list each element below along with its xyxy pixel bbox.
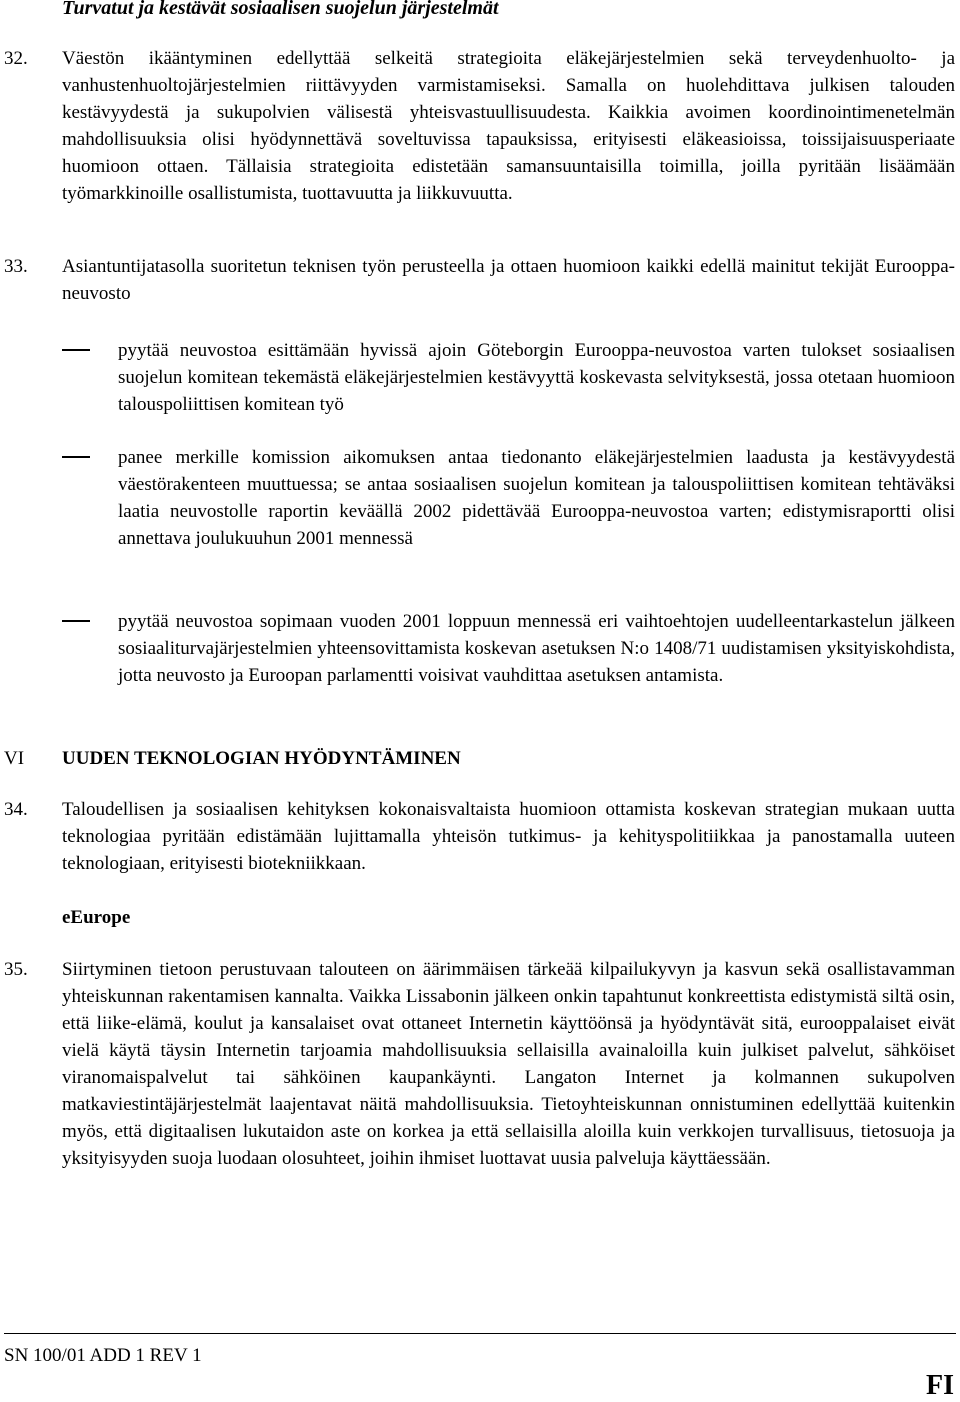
dash-bullet-icon	[62, 456, 90, 458]
section-heading-vi	[4, 745, 904, 772]
heading-title: UUDEN TEKNOLOGIAN HYÖDYNTÄMINEN	[62, 748, 461, 769]
paragraph-35	[4, 956, 955, 1172]
language-code: FI	[926, 1370, 954, 1401]
section-title: Turvatut ja kestävät sosiaalisen suojelun järjestelmät	[62, 0, 499, 19]
paragraph-number: 32.	[4, 48, 28, 69]
paragraph-text: Asiantuntijatasolla suoritetun teknisen työn perusteella ja ottaen huomioon kaikki edellä mainitut tekijät Eurooppa-neuvosto	[62, 256, 955, 304]
bullet-item	[62, 337, 955, 418]
paragraph-number: 34.	[4, 799, 28, 820]
bullet-text: pyytää neuvostoa esittämään hyvissä ajoin Göteborgin Eurooppa-neuvostoa varten tulokset sosiaalisen suojelun komitean tekemästä eläkejärjestelmien kestävyyttä koskevasta selvityksestä, jossa otetaan huomioon talouspoliittisen komitean työ	[118, 340, 955, 415]
dash-bullet-icon	[62, 620, 90, 622]
dash-bullet-icon	[62, 349, 90, 351]
paragraph-text: Siirtyminen tietoon perustuvaan talouteen on äärimmäisen tärkeää kilpailukyvyn ja kasvun sekä osallistavamman yhteiskunnan rakentamisen kannalta. Vaikka Lissabonin jälkeen onkin tapahtunut konkreettista edistymistä siltä osin, että liike-elämä, koulut ja kansalaiset ovat ottaneet Internetin käyttöönsä ja hyödyntävät sitä, eurooppalaiset eivät vielä käytä täysin Internetin tarjoamia mahdollisuuksia sellaisilla avainaloilla kuin julkiset palvelut, sähköiset viranomaispalvelut tai sähköinen kaupankäynti. Langaton Internet ja kolmannen sukupolven matkaviestintäjärjestelmät laajentavat näitä mahdollisuuksia. Tietoyhteiskunnan onnistuminen edellyttää kuitenkin myös, että digitaalisen lukutaidon aste on korkea ja että sellaisilla aloilla kuin verkkojen turvallisuus, tietosuoja ja yksityisyyden suoja luodaan olosuhteet, joihin ihmiset luottavat uusia palveluja käyttäessään.	[62, 959, 955, 1169]
footer-divider	[4, 1333, 956, 1334]
paragraph-number: 35.	[4, 959, 28, 980]
paragraph-number: 33.	[4, 256, 28, 277]
paragraph-33	[4, 253, 955, 307]
paragraph-34	[4, 796, 955, 877]
bullet-text: pyytää neuvostoa sopimaan vuoden 2001 loppuun mennessä eri vaihtoehtojen uudelleentarkastelun jälkeen sosiaaliturvajärjestelmien yhteensovittamista koskevan asetuksen N:o 1408/71 uudistamisen yksityiskohdista, jotta neuvosto ja Euroopan parlamentti voisivat vauhdittaa asetuksen antamista.	[118, 611, 955, 686]
paragraph-32	[4, 45, 955, 207]
subheading-eeurope: eEurope	[62, 907, 131, 928]
bullet-item	[62, 608, 955, 689]
bullet-item	[62, 444, 955, 552]
document-reference: SN 100/01 ADD 1 REV 1	[4, 1345, 202, 1366]
paragraph-text: Taloudellisen ja sosiaalisen kehityksen kokonaisvaltaista huomioon ottamista koskevan strategian mukaan uutta teknologiaa pyritään edistämään lujittamalla yhteisön tutkimus- ja kehityspolitiikkaa ja panostamalla uuteen teknologiaan, erityisesti biotekniikkaan.	[62, 799, 955, 874]
heading-roman-numeral: VI	[4, 748, 25, 769]
bullet-text: panee merkille komission aikomuksen antaa tiedonanto eläkejärjestelmien laadusta ja kestävyydestä väestörakenteen muuttuessa; se antaa sosiaalisen suojelun komitean ja talouspoliittisen komitean tehtäväksi laatia neuvostolle raportin keväällä 2002 pidettävää Eurooppa-neuvostoa varten; edistymisraportti olisi annettava joulukuuhun 2001 mennessä	[118, 447, 955, 549]
paragraph-text: Väestön ikääntyminen edellyttää selkeitä strategioita eläkejärjestelmien sekä terveydenhuolto- ja vanhustenhuoltojärjestelmien riittävyyden varmistamiseksi. Samalla on huolehdittava julkisen talouden kestävyydestä ja sukupolvien välisestä yhteisvastuullisuudesta. Kaikkia avoimen koordinointimenetelmän mahdollisuuksia olisi hyödynnettävä soveltuvissa tapauksissa, erityisesti eläkeasioissa, toissijaisuusperiaate huomioon ottaen. Tällaisia strategioita edistetään samansuuntaisilla toimilla, joilla pyritään lisäämään työmarkkinoille osallistumista, tuottavuutta ja liikkuvuutta.	[62, 48, 955, 204]
